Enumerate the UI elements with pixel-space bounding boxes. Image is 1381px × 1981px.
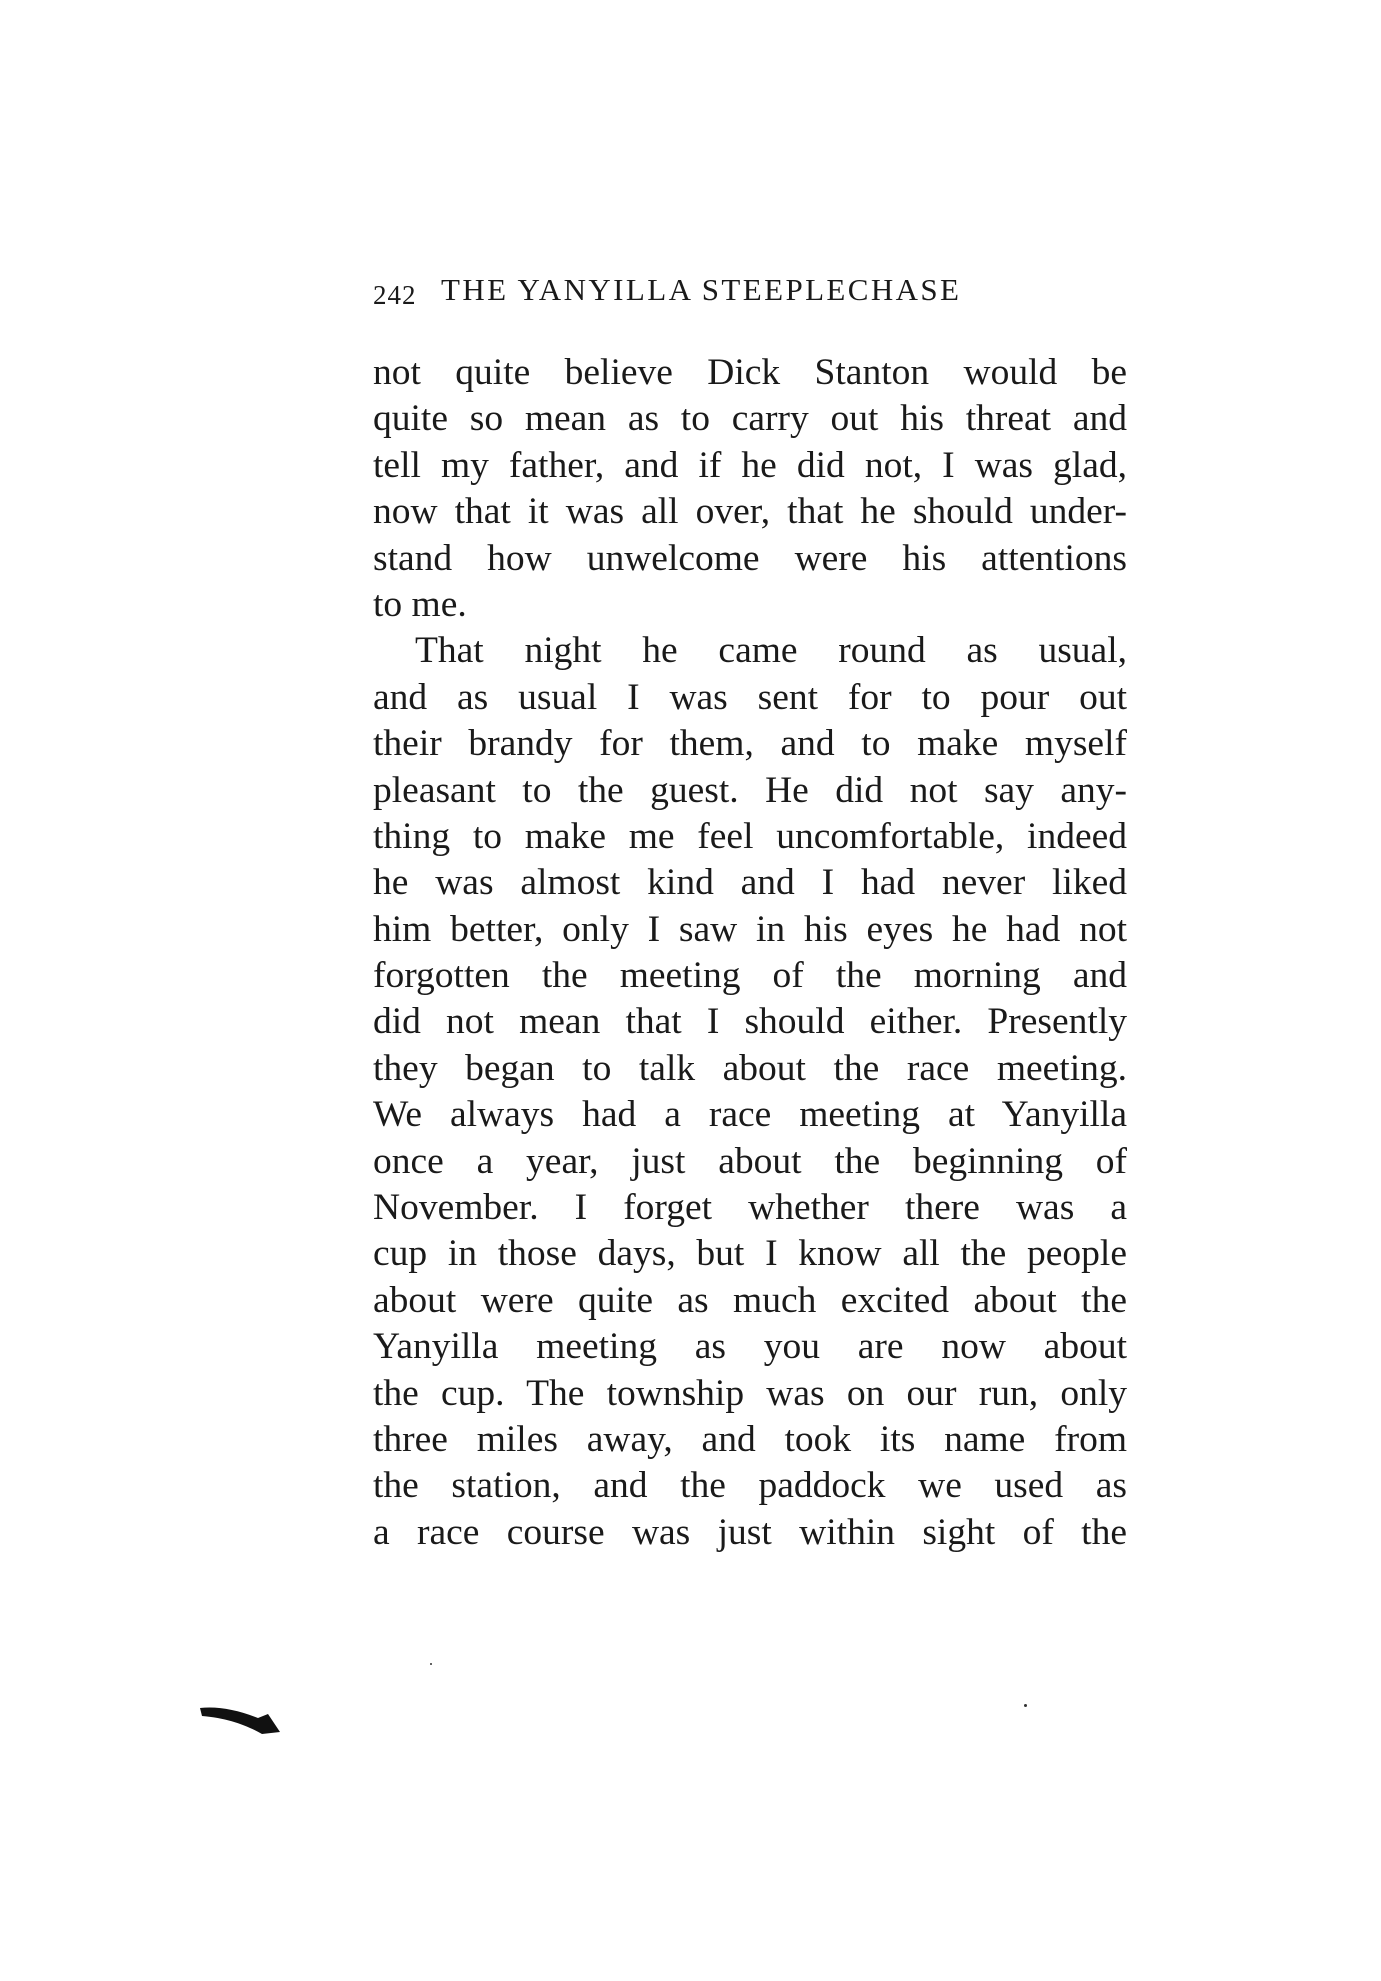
text-line: stand how unwelcome were his attentions	[373, 537, 1127, 579]
text-line: did not mean that I should either. Presently	[373, 1001, 1127, 1043]
text-line: cup in those days, but I know all the people	[373, 1233, 1127, 1275]
text-line: pleasant to the guest. He did not say any-	[373, 769, 1127, 811]
text-line: their brandy for them, and to make myself	[373, 723, 1127, 765]
text-line: he was almost kind and I had never liked	[373, 862, 1127, 904]
scan-artifact-mark	[198, 1700, 282, 1736]
text-line: thing to make me feel uncomfortable, indeed	[373, 815, 1127, 857]
body-text	[373, 350, 1127, 1556]
text-line: a race course was just within sight of the	[373, 1511, 1127, 1553]
page-number: 242	[373, 280, 417, 310]
text-line: not quite believe Dick Stanton would be	[373, 352, 1127, 393]
text-line: quite so mean as to carry out his threat and	[373, 398, 1127, 440]
text-line: him better, only I saw in his eyes he had not	[373, 908, 1127, 950]
running-head	[373, 272, 1133, 314]
text-line: to me.	[373, 583, 467, 625]
text-line: November. I forget whether there was a	[373, 1187, 1127, 1229]
text-line: tell my father, and if he did not, I was glad,	[373, 444, 1127, 486]
text-line: the station, and the paddock we used as	[373, 1465, 1127, 1507]
text-line: they began to talk about the race meeting.	[373, 1047, 1127, 1089]
running-title: THE YANYILLA STEEPLECHASE	[441, 272, 962, 307]
text-line: about were quite as much excited about the	[373, 1279, 1127, 1321]
scan-speck	[1024, 1704, 1027, 1707]
text-line: We always had a race meeting at Yanyilla	[373, 1094, 1127, 1136]
text-line: three miles away, and took its name from	[373, 1418, 1127, 1460]
text-line: That night he came round as usual,	[415, 630, 1127, 672]
text-line: now that it was all over, that he should under-	[373, 491, 1127, 533]
text-line: once a year, just about the beginning of	[373, 1140, 1127, 1182]
text-line: forgotten the meeting of the morning and	[373, 955, 1127, 997]
scan-speck	[430, 1663, 432, 1665]
text-line: Yanyilla meeting as you are now about	[373, 1326, 1127, 1368]
text-line: and as usual I was sent for to pour out	[373, 676, 1127, 718]
text-line: the cup. The township was on our run, only	[373, 1372, 1127, 1414]
